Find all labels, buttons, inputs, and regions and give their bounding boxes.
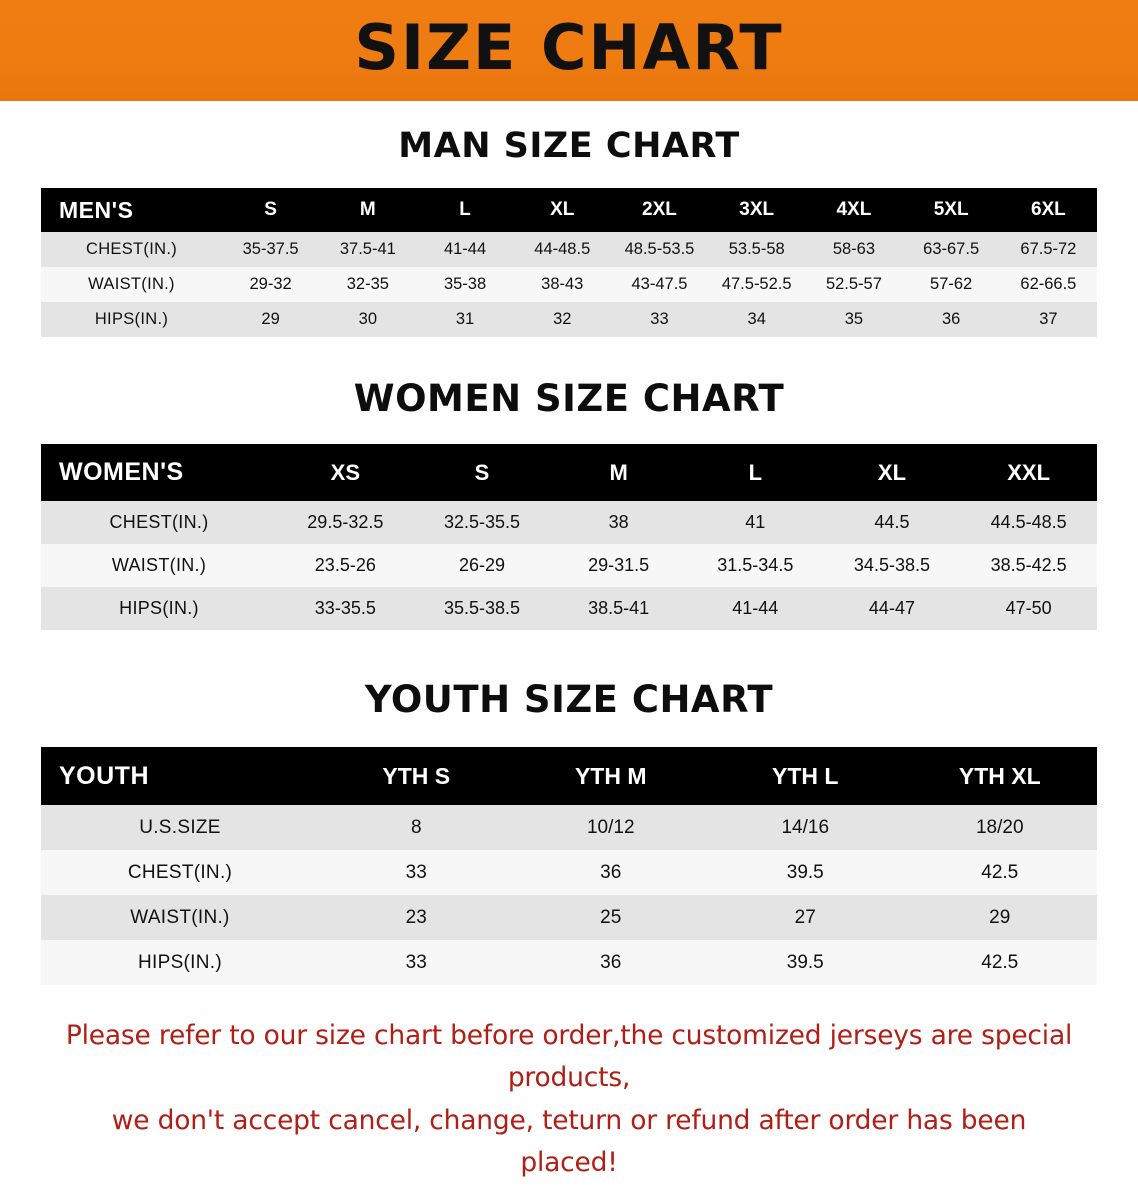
table-row <box>41 232 1097 267</box>
table-header-row <box>41 444 1097 501</box>
row-label: CHEST(IN.) <box>127 861 233 883</box>
header-cell: 2XL <box>642 199 677 220</box>
header-cell: XL <box>877 459 907 485</box>
table-row <box>41 587 1097 630</box>
row-label: WAIST(IN.) <box>111 555 207 575</box>
youth-size-table-wrap <box>41 747 1097 985</box>
header-cell: S <box>264 199 277 220</box>
table-row <box>41 805 1097 850</box>
table-cell: 44-48.5 <box>534 240 591 258</box>
table-cell: 29-31.5 <box>588 555 650 575</box>
table-cell: 29 <box>989 906 1011 928</box>
table-cell: 31.5-34.5 <box>717 555 794 575</box>
table-cell: 52.5-57 <box>825 275 882 293</box>
table-cell: 23.5-26 <box>314 555 376 575</box>
banner <box>0 0 1138 101</box>
row-label: WAIST(IN.) <box>88 275 175 293</box>
row-label: HIPS(IN.) <box>138 951 222 973</box>
table-cell: 36 <box>600 861 622 883</box>
table-cell: 44-47 <box>868 598 915 618</box>
table-cell: 35-38 <box>443 275 487 293</box>
table-cell: 41 <box>745 512 766 532</box>
table-cell: 47.5-52.5 <box>721 275 792 293</box>
table-cell: 33-35.5 <box>314 598 376 618</box>
table-cell: 41-44 <box>732 598 779 618</box>
table-cell: 39.5 <box>786 951 824 973</box>
table-cell: 33 <box>405 951 427 973</box>
table-row <box>41 544 1097 587</box>
women-section-title: WOMEN SIZE CHART <box>353 377 785 420</box>
table-row <box>41 267 1097 302</box>
row-label: CHEST(IN.) <box>109 512 209 532</box>
table-cell: 36 <box>600 951 622 973</box>
table-cell: 67.5-72 <box>1020 240 1077 258</box>
row-label: U.S.SIZE <box>139 816 221 838</box>
header-cell: YTH XL <box>958 762 1041 789</box>
row-label: CHEST(IN.) <box>86 240 177 258</box>
table-header-row <box>41 188 1097 232</box>
row-label: HIPS(IN.) <box>119 598 199 618</box>
policy-note-line-2: we don't accept cancel, change, teturn or refund after order has been placed! <box>111 1104 1027 1179</box>
header-cell: YTH L <box>772 762 839 789</box>
table-cell: 25 <box>600 906 622 928</box>
table-cell: 37.5-41 <box>339 240 396 258</box>
man-size-table <box>41 188 1097 337</box>
header-cell-womens: WOMEN'S <box>59 458 184 486</box>
page-title: SIZE CHART <box>354 10 784 84</box>
table-cell: 23 <box>405 906 427 928</box>
table-cell: 38-43 <box>541 275 584 293</box>
header-cell: YTH M <box>574 762 647 789</box>
header-cell: S <box>474 459 490 485</box>
table-row <box>41 940 1097 985</box>
table-row <box>41 895 1097 940</box>
header-cell: 5XL <box>933 199 969 220</box>
table-cell: 42.5 <box>981 951 1019 973</box>
table-cell: 48.5-53.5 <box>624 240 695 258</box>
table-cell: 36 <box>941 310 961 328</box>
table-cell: 38 <box>608 512 629 532</box>
header-cell: XS <box>330 459 360 485</box>
header-cell: L <box>748 459 763 485</box>
table-cell: 29 <box>261 310 280 328</box>
header-cell: L <box>459 199 471 220</box>
table-cell: 44.5 <box>874 512 910 532</box>
policy-note-line-1: Please refer to our size chart before order,the customized jerseys are special products, <box>65 1020 1073 1094</box>
table-cell: 30 <box>358 310 377 328</box>
table-row <box>41 302 1097 337</box>
women-size-table-wrap <box>41 444 1097 630</box>
table-cell: 14/16 <box>781 816 830 838</box>
header-cell: 6XL <box>1030 199 1066 220</box>
table-cell: 32-35 <box>346 275 389 293</box>
table-cell: 37 <box>1039 310 1058 328</box>
table-cell: 62-66.5 <box>1020 275 1077 293</box>
table-row <box>41 501 1097 544</box>
table-cell: 63-67.5 <box>923 240 980 258</box>
youth-size-table <box>41 747 1097 985</box>
table-cell: 32 <box>553 310 572 328</box>
table-cell: 38.5-41 <box>588 598 650 618</box>
table-cell: 26-29 <box>458 555 505 575</box>
table-cell: 8 <box>410 816 422 838</box>
table-cell: 34.5-38.5 <box>853 555 930 575</box>
table-row <box>41 850 1097 895</box>
table-cell: 29-32 <box>249 275 292 293</box>
women-size-table <box>41 444 1097 630</box>
table-cell: 38.5-42.5 <box>990 555 1067 575</box>
table-cell: 29.5-32.5 <box>307 512 384 532</box>
table-cell: 33 <box>405 861 427 883</box>
table-cell: 44.5-48.5 <box>990 512 1067 532</box>
table-cell: 39.5 <box>786 861 824 883</box>
row-label: HIPS(IN.) <box>94 310 169 328</box>
header-cell-men: MEN'S <box>59 196 134 223</box>
header-cell: XL <box>550 199 575 220</box>
table-cell: 47-50 <box>1005 598 1052 618</box>
header-cell: M <box>359 199 376 220</box>
table-cell: 43-47.5 <box>631 275 688 293</box>
man-section-title: MAN SIZE CHART <box>398 126 740 166</box>
header-cell: XXL <box>1007 459 1051 485</box>
table-cell: 35-37.5 <box>242 240 299 258</box>
table-cell: 41-44 <box>443 240 487 258</box>
youth-section-title: YOUTH SIZE CHART <box>364 678 774 721</box>
table-cell: 32.5-35.5 <box>443 512 521 532</box>
table-cell: 27 <box>794 906 816 928</box>
table-cell: 57-62 <box>930 275 973 293</box>
table-cell: 42.5 <box>981 861 1019 883</box>
header-cell: 4XL <box>836 199 872 220</box>
header-cell: 3XL <box>739 199 775 220</box>
table-cell: 18/20 <box>975 816 1024 838</box>
table-cell: 35.5-38.5 <box>443 598 521 618</box>
header-cell: YTH S <box>382 762 451 789</box>
header-cell-youth: YOUTH <box>59 761 149 790</box>
policy-note <box>64 1015 1074 1185</box>
table-cell: 35 <box>844 310 864 328</box>
man-size-table-wrap <box>41 188 1097 337</box>
row-label: WAIST(IN.) <box>130 906 230 928</box>
table-header-row <box>41 747 1097 805</box>
table-cell: 58-63 <box>832 240 876 258</box>
table-cell: 53.5-58 <box>728 240 785 258</box>
table-cell: 33 <box>650 310 669 328</box>
table-cell: 31 <box>455 310 475 328</box>
header-cell: M <box>609 459 628 485</box>
table-cell: 34 <box>747 310 766 328</box>
table-cell: 10/12 <box>586 816 635 838</box>
